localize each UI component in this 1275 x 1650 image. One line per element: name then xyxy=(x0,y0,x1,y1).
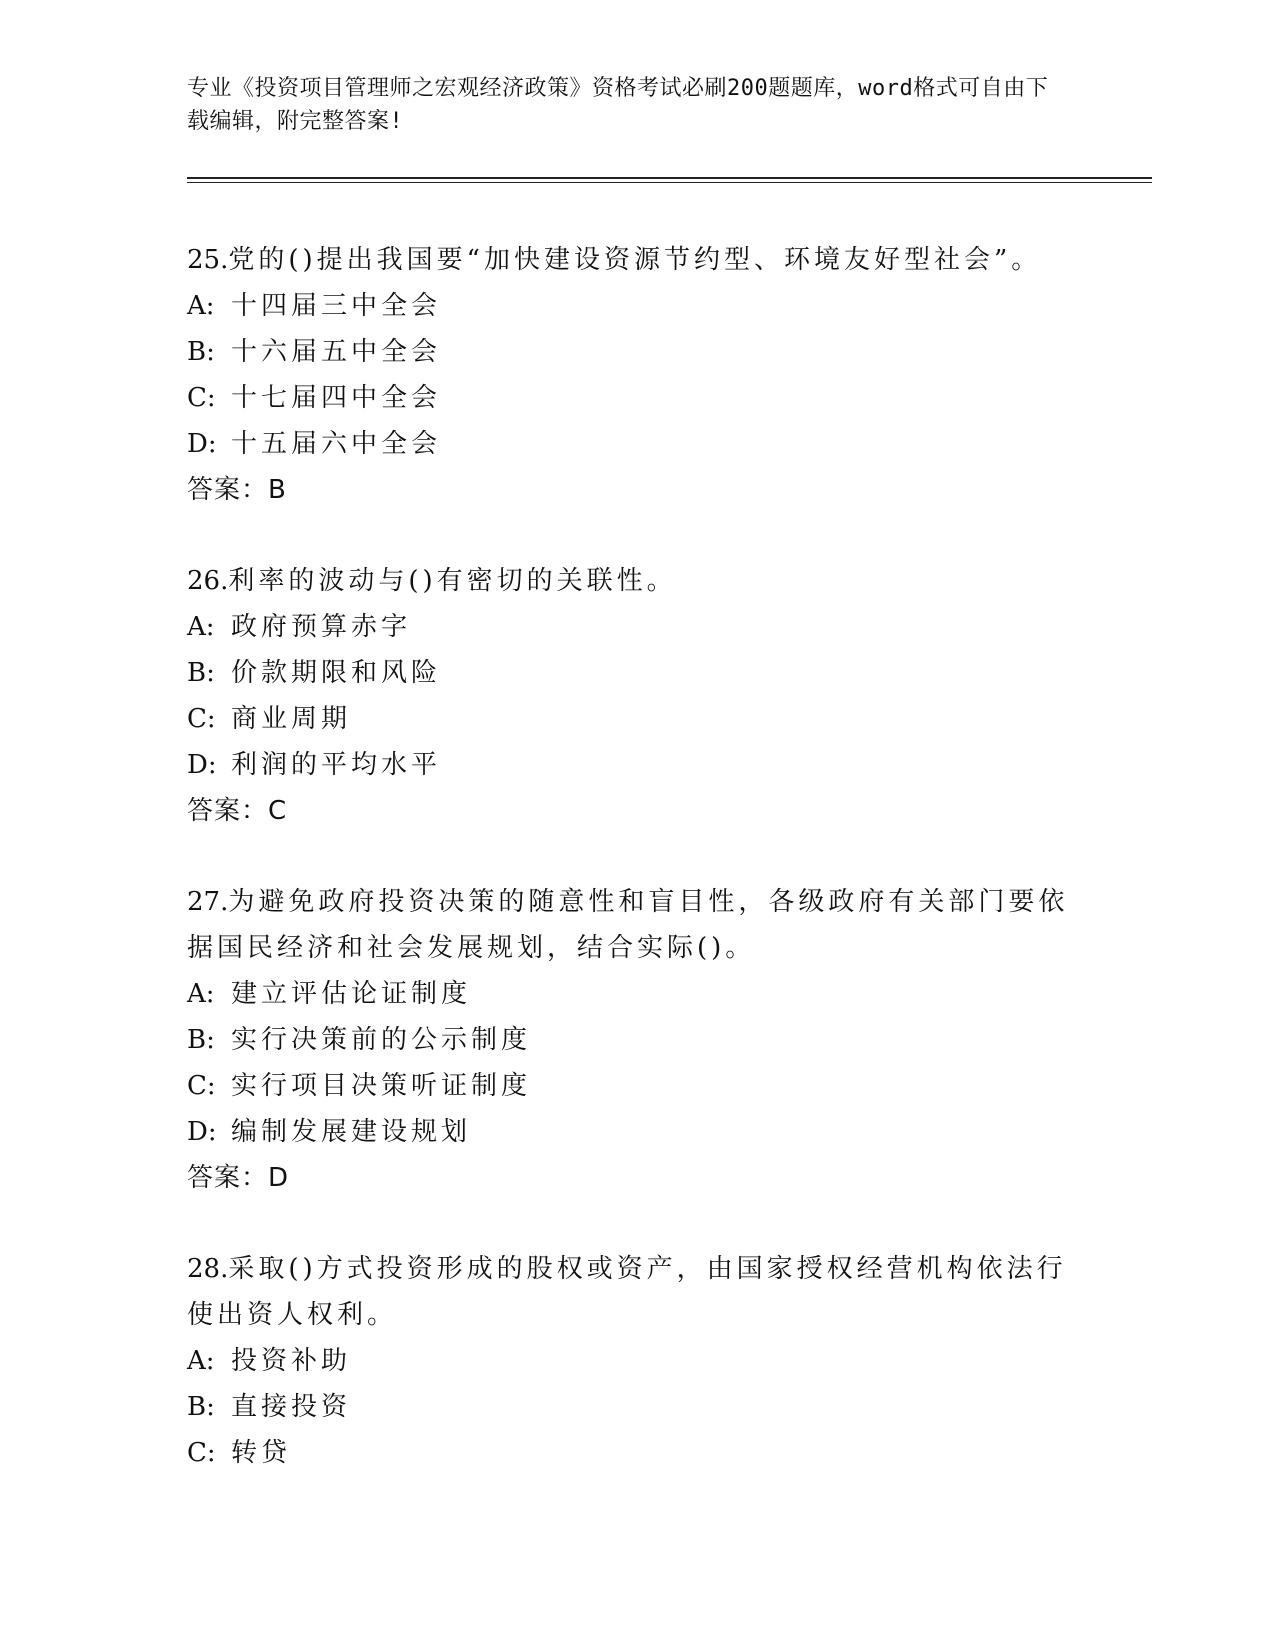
question-number: 25. xyxy=(187,245,229,275)
option-letter: A: xyxy=(187,979,215,1009)
question-text: 为避免政府投资决策的随意性和盲目性，各级政府有关部门要依据国民经济和社会发展规划，结合实际()。 xyxy=(187,887,1069,963)
question-26 xyxy=(187,558,1087,834)
option-text: 实行项目决策听证制度 xyxy=(231,1071,532,1101)
option-letter: C: xyxy=(187,704,216,734)
option-text: 十七届四中全会 xyxy=(231,383,442,413)
question-number: 26. xyxy=(187,566,229,596)
option-b xyxy=(187,329,1087,375)
question-stem xyxy=(187,558,1087,604)
option-text: 投资补助 xyxy=(231,1346,352,1376)
option-letter: D: xyxy=(187,1117,217,1147)
option-letter: D: xyxy=(187,750,217,780)
option-text: 建立评估论证制度 xyxy=(231,979,472,1009)
option-b xyxy=(187,1017,1087,1063)
option-letter: B: xyxy=(187,337,215,367)
document-header xyxy=(187,72,1067,138)
option-a xyxy=(187,971,1087,1017)
option-text: 十五届六中全会 xyxy=(231,429,442,459)
option-letter: A: xyxy=(187,1346,215,1376)
option-b xyxy=(187,650,1087,696)
header-divider xyxy=(187,177,1152,179)
option-a xyxy=(187,283,1087,329)
option-text: 商业周期 xyxy=(231,704,352,734)
option-letter: A: xyxy=(187,291,215,321)
option-c xyxy=(187,1430,1087,1476)
question-27 xyxy=(187,879,1087,1201)
option-text: 转贷 xyxy=(231,1438,292,1468)
option-a xyxy=(187,604,1087,650)
question-28 xyxy=(187,1246,1087,1476)
option-c xyxy=(187,696,1087,742)
option-d xyxy=(187,421,1087,467)
option-b xyxy=(187,1384,1087,1430)
option-c xyxy=(187,375,1087,421)
option-text: 十六届五中全会 xyxy=(231,337,442,367)
option-letter: B: xyxy=(187,658,215,688)
header-intro-text: 专业《投资项目管理师之宏观经济政策》资格考试必刷200题题库，word格式可自由下载编辑，附完整答案! xyxy=(187,76,1049,134)
question-25 xyxy=(187,237,1087,513)
option-letter: D: xyxy=(187,429,217,459)
option-d xyxy=(187,742,1087,788)
option-letter: C: xyxy=(187,383,216,413)
answer-line: 答案：D xyxy=(187,1163,290,1193)
answer-line: 答案：C xyxy=(187,796,288,826)
option-letter: B: xyxy=(187,1025,215,1055)
option-text: 直接投资 xyxy=(231,1392,352,1422)
option-text: 价款期限和风险 xyxy=(231,658,442,688)
header-divider-thin xyxy=(187,182,1152,183)
question-stem xyxy=(187,1246,1087,1338)
question-text: 党的()提出我国要“加快建设资源节约型、环境友好型社会”。 xyxy=(228,245,1042,275)
question-text: 采取()方式投资形成的股权或资产，由国家授权经营机构依法行使出资人权利。 xyxy=(187,1254,1067,1330)
option-text: 利润的平均水平 xyxy=(231,750,442,780)
question-stem xyxy=(187,237,1087,283)
option-text: 实行决策前的公示制度 xyxy=(231,1025,532,1055)
option-a xyxy=(187,1338,1087,1384)
option-letter: C: xyxy=(187,1071,216,1101)
option-letter: A: xyxy=(187,612,215,642)
option-letter: C: xyxy=(187,1438,216,1468)
answer-line: 答案：B xyxy=(187,475,287,505)
question-stem xyxy=(187,879,1087,971)
option-text: 编制发展建设规划 xyxy=(231,1117,472,1147)
option-c xyxy=(187,1063,1087,1109)
question-number: 27. xyxy=(187,887,229,917)
question-list xyxy=(187,237,1087,1521)
question-text: 利率的波动与()有密切的关联性。 xyxy=(228,566,677,596)
option-d xyxy=(187,1109,1087,1155)
option-text: 政府预算赤字 xyxy=(231,612,412,642)
option-text: 十四届三中全会 xyxy=(231,291,442,321)
question-number: 28. xyxy=(187,1254,229,1284)
option-letter: B: xyxy=(187,1392,215,1422)
